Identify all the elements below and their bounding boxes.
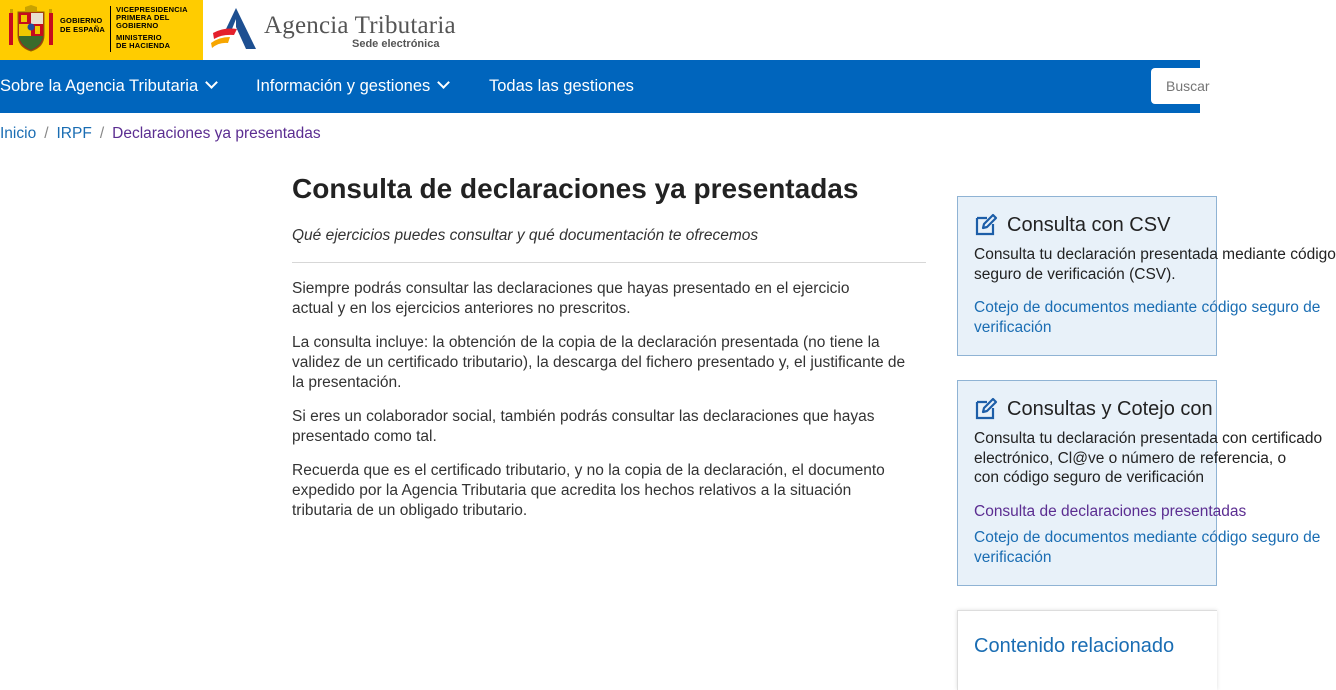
card-link-line: verificación: [974, 318, 1052, 336]
government-logo-block[interactable]: [0, 0, 203, 60]
card-title-text: Consulta con CSV: [1007, 214, 1171, 236]
breadcrumb-link-irpf[interactable]: IRPF: [56, 125, 92, 142]
paragraph-line: Recuerda que es el certificado tributario, y no la copia de la declaración, el documento: [292, 462, 885, 479]
agency-name[interactable]: Agencia Tributaria: [264, 12, 456, 39]
gov-text-line3: VICEPRESIDENCIA: [116, 5, 188, 14]
related-content-panel: [957, 610, 1217, 690]
gov-divider: [110, 6, 111, 52]
paragraph-4: [292, 461, 926, 521]
paragraph-line: La consulta incluye: la obtención de la copia de la declaración presentada (no tiene la: [292, 334, 880, 351]
paragraph-line: la presentación.: [292, 374, 402, 391]
coat-of-arms-icon: [9, 5, 53, 52]
paragraph-line: validez de un certificado tributario), la descarga del fichero presentado y, el justificante de: [292, 354, 906, 371]
card-text-line: electrónico, Cl@ve o número de referencia, o: [974, 449, 1287, 467]
card-link-line: Cotejo de documentos mediante código seguro de: [974, 529, 1321, 546]
card-description: [974, 429, 1323, 488]
gov-text-line5: MINISTERIO: [116, 33, 162, 42]
breadcrumb-separator: /: [44, 125, 49, 142]
page-title: Consulta de declaraciones ya presentadas: [292, 173, 859, 204]
paragraph-line: actual y en los ejercicios anteriores no prescritos.: [292, 300, 631, 317]
paragraph-1: [292, 279, 926, 319]
link-cotejo-csv[interactable]: [974, 298, 1321, 337]
main-navbar: [0, 60, 1200, 113]
nav-item-label: Información y gestiones: [256, 77, 431, 95]
card-title: [974, 395, 1216, 423]
agency-subtitle: Sede electrónica: [352, 38, 440, 50]
card-consulta-csv: [957, 196, 1336, 356]
agencia-tributaria-logo-icon[interactable]: [210, 5, 260, 53]
gov-text-line4: PRIMERA DEL GOBIERNO: [116, 13, 170, 30]
card-link-line: Cotejo de documentos mediante código seguro de: [974, 299, 1321, 316]
related-content-title[interactable]: Contenido relacionado: [974, 635, 1175, 657]
card-description: [974, 245, 1336, 284]
chevron-down-icon: [437, 76, 450, 89]
breadcrumb-separator: /: [99, 125, 105, 142]
page-subtitle: Qué ejercicios puedes consultar y qué documentación te ofrecemos: [292, 226, 926, 263]
gov-text-line2: DE ESPAÑA: [60, 25, 106, 34]
nav-item-label: Todas las gestiones: [489, 77, 634, 95]
paragraph-2: [292, 333, 926, 393]
chevron-down-icon: [205, 76, 218, 89]
paragraph-line: presentado como tal.: [292, 428, 437, 445]
paragraph-line: Si eres un colaborador social, también podrás consultar las declaraciones que hayas: [292, 408, 875, 425]
breadcrumb-current[interactable]: Declaraciones ya presentadas: [112, 125, 321, 142]
card-consultas-cotejo: [957, 380, 1323, 586]
card-title-text: Consultas y Cotejo con: [1007, 398, 1213, 420]
paragraph-line: Siempre podrás consultar las declaraciones que hayas presentado en el ejercicio: [292, 280, 850, 297]
nav-item-sobre-agencia[interactable]: [0, 60, 216, 113]
main-content: [292, 170, 926, 521]
edit-icon: [974, 213, 998, 237]
card-text-line: Consulta tu declaración presentada mediante código: [974, 246, 1336, 263]
paragraph-line: tributaria de un obligado tributario.: [292, 502, 528, 519]
card-link-line: verificación: [974, 548, 1052, 566]
paragraph-line: expedido por la Agencia Tributaria que acredita los hechos relativos a la situación: [292, 482, 852, 499]
card-text-line: seguro de verificación (CSV).: [974, 265, 1176, 283]
card-title: [974, 211, 1216, 239]
nav-item-label: Sobre la Agencia Tributaria: [0, 77, 199, 95]
link-consulta-declaraciones[interactable]: [974, 502, 1247, 522]
breadcrumb-link-inicio[interactable]: Inicio: [0, 125, 37, 142]
paragraph-3: [292, 407, 926, 447]
nav-item-informacion-gestiones[interactable]: [256, 60, 448, 113]
edit-icon: [974, 397, 998, 421]
gov-text-line6: DE HACIENDA: [116, 41, 171, 50]
gov-text-line1: GOBIERNO: [60, 16, 103, 25]
search-input[interactable]: [1151, 68, 1211, 104]
card-text-line: Consulta tu declaración presentada con certificado: [974, 430, 1323, 447]
nav-item-todas-gestiones[interactable]: [489, 60, 634, 113]
card-link-line: Consulta de declaraciones presentadas: [974, 502, 1247, 520]
link-cotejo-documentos[interactable]: [974, 528, 1321, 567]
breadcrumb: [0, 125, 321, 143]
card-text-line: con código seguro de verificación: [974, 469, 1205, 486]
